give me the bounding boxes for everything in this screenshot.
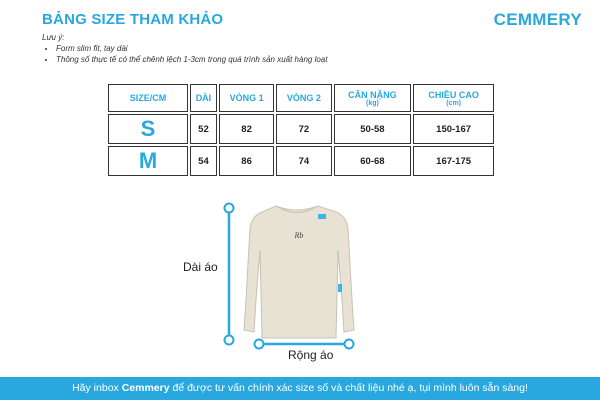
table-cell: 74 (276, 146, 331, 176)
shirt-graphic: Rb (294, 231, 304, 240)
length-measure-line (225, 204, 234, 345)
note-item: • Form slim fit, tay dài (56, 43, 327, 54)
table-cell: 60-68 (334, 146, 412, 176)
size-cell: M (108, 146, 188, 176)
note-item: • Thông số thực tế có thể chênh lệch 1-3cm trong quá trình sản xuất hàng loạt (56, 54, 327, 65)
size-cell: S (108, 114, 188, 144)
header-size: SIZE/CM (108, 84, 188, 112)
footer-text-before: Hãy inbox (72, 382, 122, 394)
long-sleeve-shirt-image (244, 206, 354, 338)
header-length: DÀI (190, 84, 217, 112)
width-label: Rộng áo (288, 348, 334, 362)
header-chest: VÒNG 1 (219, 84, 274, 112)
table-cell: 82 (219, 114, 274, 144)
footer-brand: Cemmery (121, 382, 170, 394)
table-cell: 150-167 (413, 114, 494, 144)
footer-text-after: để được tư vấn chính xác size số và chất liệu nhé ạ, tụi mình luôn sẵn sàng! (169, 382, 528, 394)
header-weight: CÂN NẶNG (kg) (334, 84, 412, 112)
page-title: BẢNG SIZE THAM KHẢO (42, 11, 224, 28)
table-cell: 52 (190, 114, 217, 144)
table-cell: 54 (190, 146, 217, 176)
length-label: Dài áo (183, 260, 218, 274)
table-cell: 50-58 (334, 114, 412, 144)
brand-logo: CEMMERY (493, 10, 582, 29)
header-height: CHIỀU CAO (cm) (413, 84, 494, 112)
footer-banner (0, 377, 600, 400)
table-cell: 72 (276, 114, 331, 144)
notes-heading: Lưu ý: (42, 33, 65, 42)
header-waist: VÒNG 2 (276, 84, 331, 112)
table-cell: 86 (219, 146, 274, 176)
table-cell: 167-175 (413, 146, 494, 176)
